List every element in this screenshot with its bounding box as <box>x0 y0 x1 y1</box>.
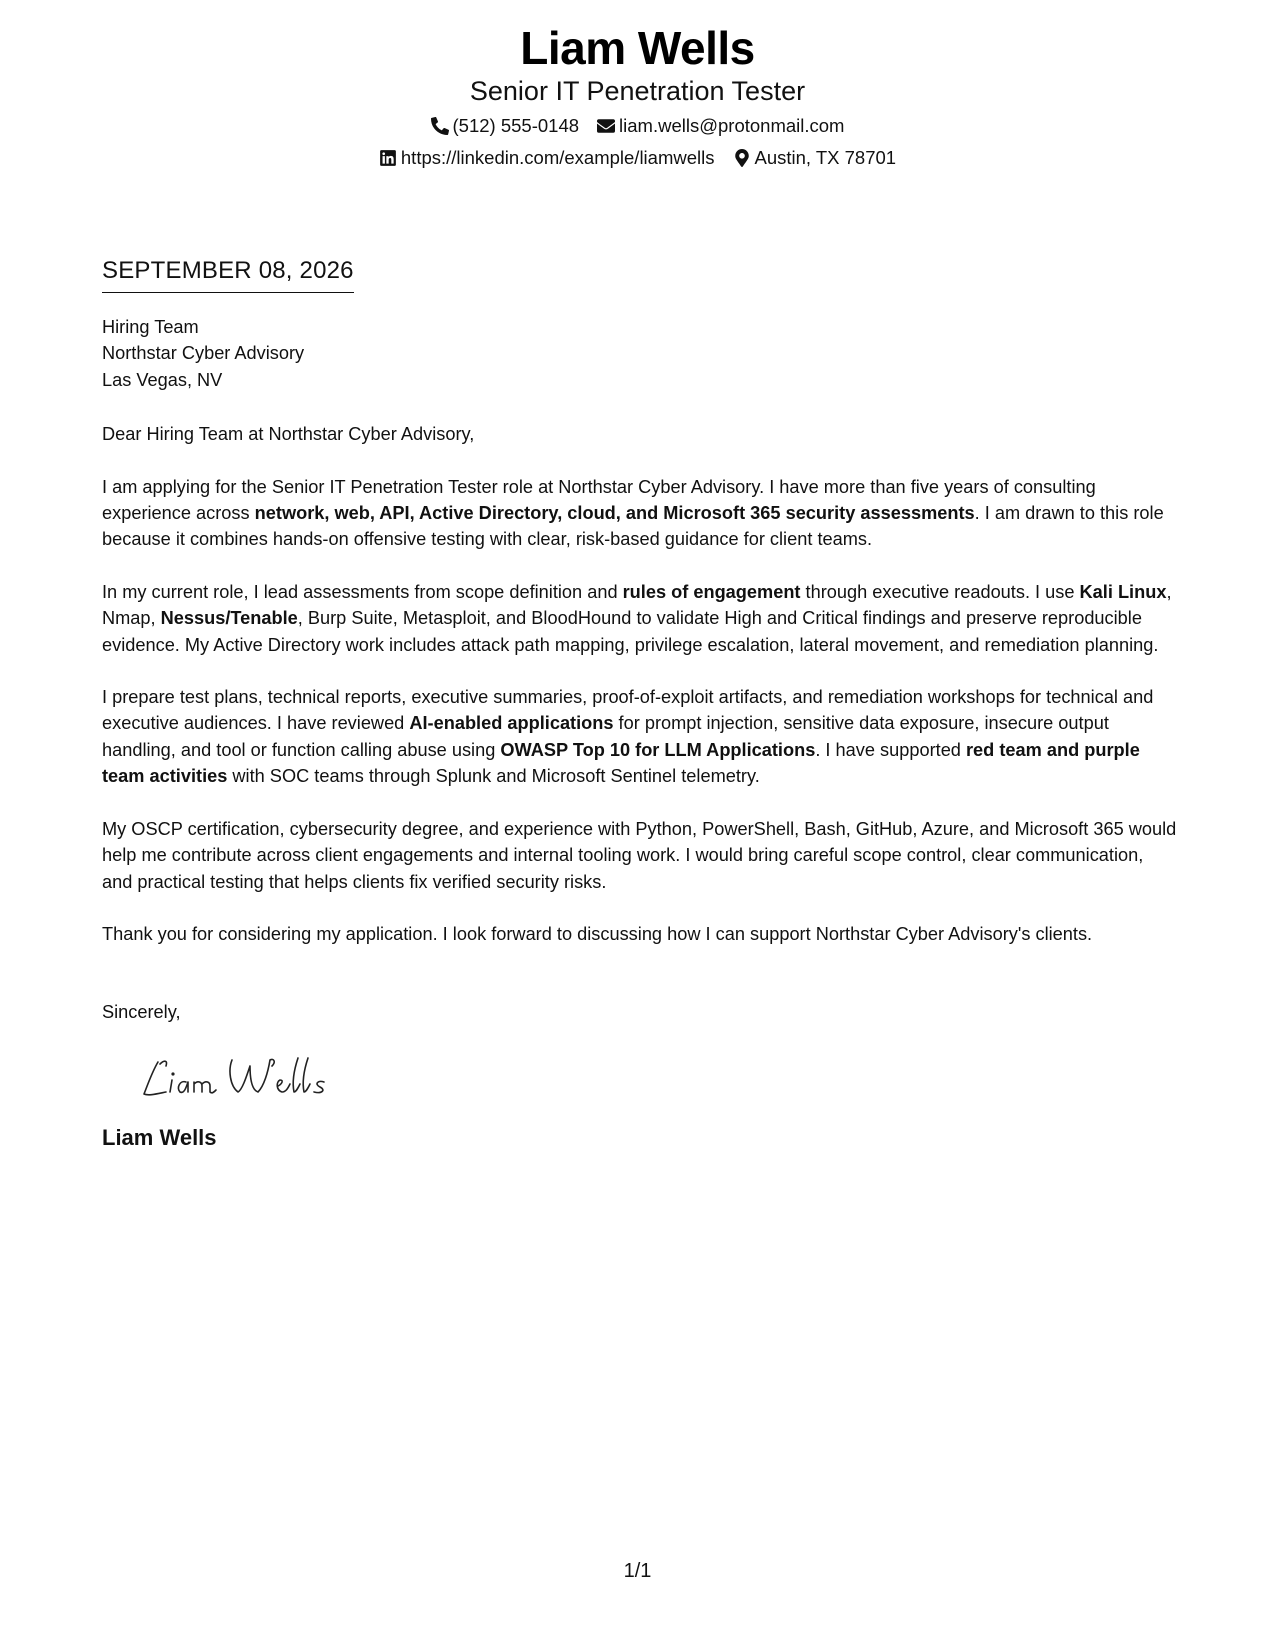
phone-text: (512) 555-0148 <box>452 115 580 136</box>
map-marker-icon <box>733 149 751 167</box>
emphasized-text: AI-enabled applications <box>409 713 614 734</box>
applicant-name: Liam Wells <box>520 22 755 74</box>
body-paragraph <box>102 921 1177 947</box>
contact-row-secondary <box>0 146 1275 170</box>
paragraph-text: I prepare test plans, technical reports, executive summaries, proof-of-exploit artifacts, and remediation workshops for technical and executive audiences. I have reviewed <box>102 687 1154 734</box>
letter-date: SEPTEMBER 08, 2026 <box>102 256 354 293</box>
contact-linkedin <box>379 146 715 170</box>
applicant-title: Senior IT Penetration Tester <box>469 76 806 106</box>
emphasized-text: network, web, API, Active Directory, cloud, and Microsoft 365 security assessments <box>254 503 975 524</box>
paragraph-text: . I have supported <box>815 739 966 760</box>
linkedin-icon <box>379 149 397 167</box>
letter-paragraphs <box>102 474 1177 948</box>
email-text: liam.wells@protonmail.com <box>619 115 845 136</box>
contact-email <box>597 114 844 138</box>
paragraph-text: Thank you for considering my application. I look forward to discussing how I can support Northstar Cyber Advisory's clients. <box>102 923 1093 944</box>
paragraph-text: , Nmap, <box>102 581 1172 629</box>
contact-location <box>733 146 897 170</box>
location-text: Austin, TX 78701 <box>754 147 897 168</box>
handwritten-signature <box>138 1050 338 1106</box>
paragraph-text: for prompt injection, sensitive data exposure, insecure output handling, and tool or function calling abuse using <box>102 713 1109 760</box>
envelope-icon <box>597 117 615 135</box>
closing: Sincerely, <box>102 1002 181 1023</box>
letter-header <box>0 22 1275 170</box>
paragraph-text: In my current role, I lead assessments from scope definition and <box>102 581 623 602</box>
paragraph-text: through executive readouts. I use <box>800 581 1080 602</box>
paragraph-text: with SOC teams through Splunk and Microsoft Sentinel telemetry. <box>227 766 760 787</box>
contact-phone <box>431 114 580 138</box>
phone-icon <box>431 117 449 135</box>
linkedin-text: https://linkedin.com/example/liamwells <box>400 147 715 168</box>
signer-name: Liam Wells <box>102 1124 217 1150</box>
body-paragraph <box>102 474 1177 553</box>
recipient-line: Hiring Team <box>102 317 199 337</box>
paragraph-text: . I am drawn to this role because it combines hands-on offensive testing with clear, risk-based guidance for client teams. <box>102 503 1164 550</box>
paragraph-text: I am applying for the Senior IT Penetration Tester role at Northstar Cyber Advisory. I have more than five years of consulting experience across <box>102 476 1096 524</box>
body-paragraph <box>102 684 1177 790</box>
emphasized-text: Kali Linux <box>1079 581 1167 602</box>
emphasized-text: rules of engagement <box>622 581 801 602</box>
recipient-line: Northstar Cyber Advisory <box>102 343 305 364</box>
body-paragraph <box>102 579 1177 658</box>
emphasized-text: red team and purple team activities <box>102 739 1140 787</box>
page-number: 1/1 <box>623 1560 652 1582</box>
emphasized-text: OWASP Top 10 for LLM Applications <box>500 739 816 760</box>
letter-body <box>102 314 1177 1152</box>
contact-row-primary <box>0 114 1275 138</box>
signature-image <box>138 1050 1177 1110</box>
salutation: Dear Hiring Team at Northstar Cyber Advisory, <box>102 424 475 445</box>
recipient-block <box>102 314 1177 393</box>
recipient-line: Las Vegas, NV <box>102 369 223 390</box>
paragraph-text: My OSCP certification, cybersecurity degree, and experience with Python, PowerShell, Bash, GitHub, Azure, and Microsoft 365 would help me contribute across client engagements and internal tooling work. I would bring careful scope control, clear communication, and practical testing that helps clients fix verified security risks. <box>102 818 1177 892</box>
paragraph-text: , Burp Suite, Metasploit, and BloodHound to validate High and Critical findings and preserve reproducible evidence. My Active Directory work includes attack path mapping, privilege escalation, lateral movement, and remediation planning. <box>102 608 1159 655</box>
body-paragraph <box>102 816 1177 895</box>
emphasized-text: Nessus/Tenable <box>160 608 298 629</box>
